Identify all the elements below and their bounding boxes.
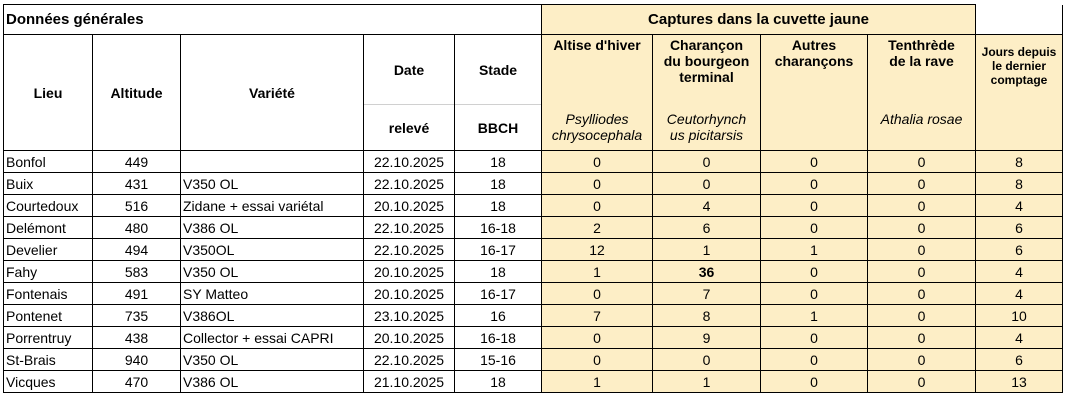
cell-stade: 16-17 bbox=[455, 283, 542, 305]
cell-date: 20.10.2025 bbox=[364, 327, 455, 349]
section-general-title: Données générales bbox=[4, 5, 542, 35]
cell-stade: 16-18 bbox=[455, 327, 542, 349]
cell-jours: 10 bbox=[976, 305, 1063, 327]
cell-altitude: 494 bbox=[93, 239, 181, 261]
cell-autres: 0 bbox=[761, 327, 868, 349]
section-captures-title: Captures dans la cuvette jaune bbox=[542, 5, 976, 35]
cell-altise: 12 bbox=[542, 239, 653, 261]
cell-variete: V386 OL bbox=[181, 217, 364, 239]
charancon-label-line1: Charançon bbox=[669, 37, 744, 53]
charancon-sci-line2: us picitarsis bbox=[669, 127, 744, 144]
cell-altitude: 431 bbox=[93, 173, 181, 195]
cell-lieu: Courtedoux bbox=[4, 195, 93, 217]
cell-altise: 2 bbox=[542, 217, 653, 239]
cell-date: 20.10.2025 bbox=[364, 195, 455, 217]
cell-altitude: 516 bbox=[93, 195, 181, 217]
jours-label-line1: Jours depuis bbox=[981, 45, 1057, 59]
cell-variete: Zidane + essai variétal bbox=[181, 195, 364, 217]
cell-stade: 15-16 bbox=[455, 349, 542, 371]
altise-sci-line2: chrysocephala bbox=[551, 127, 643, 144]
cell-autres: 0 bbox=[761, 371, 868, 393]
cell-altise: 0 bbox=[542, 283, 653, 305]
cell-date: 22.10.2025 bbox=[364, 239, 455, 261]
cell-lieu: Develier bbox=[4, 239, 93, 261]
table-row bbox=[4, 283, 1063, 305]
cell-tenthrede: 0 bbox=[868, 151, 976, 173]
cell-tenthrede: 0 bbox=[868, 371, 976, 393]
cell-altitude: 480 bbox=[93, 217, 181, 239]
cell-autres: 0 bbox=[761, 173, 868, 195]
empty-corner-cell bbox=[976, 5, 1063, 35]
data-table bbox=[3, 4, 1063, 393]
cell-date: 22.10.2025 bbox=[364, 349, 455, 371]
cell-date: 21.10.2025 bbox=[364, 371, 455, 393]
cell-charancon: 1 bbox=[653, 371, 761, 393]
col-header-lieu: Lieu bbox=[4, 35, 93, 151]
cell-date: 23.10.2025 bbox=[364, 305, 455, 327]
cell-variete: V386OL bbox=[181, 305, 364, 327]
col-header-date-sub: relevé bbox=[364, 105, 455, 151]
table-row bbox=[4, 349, 1063, 371]
cell-jours: 6 bbox=[976, 239, 1063, 261]
jours-label-line3: comptage bbox=[990, 73, 1048, 87]
cell-autres: 0 bbox=[761, 283, 868, 305]
cell-charancon: 7 bbox=[653, 283, 761, 305]
cell-tenthrede: 0 bbox=[868, 305, 976, 327]
cell-jours: 8 bbox=[976, 151, 1063, 173]
cell-altise: 0 bbox=[542, 195, 653, 217]
table-row bbox=[4, 305, 1063, 327]
cell-charancon: 9 bbox=[653, 327, 761, 349]
col-header-variete: Variété bbox=[181, 35, 364, 151]
cell-charancon: 8 bbox=[653, 305, 761, 327]
cell-jours: 4 bbox=[976, 195, 1063, 217]
cell-variete: V350OL bbox=[181, 239, 364, 261]
cell-altitude: 735 bbox=[93, 305, 181, 327]
tenthrede-label-line2: de la rave bbox=[889, 53, 954, 69]
table-row bbox=[4, 371, 1063, 393]
cell-tenthrede: 0 bbox=[868, 349, 976, 371]
cell-variete: SY Matteo bbox=[181, 283, 364, 305]
cell-jours: 4 bbox=[976, 283, 1063, 305]
tenthrede-scientific-name bbox=[868, 105, 976, 151]
cell-charancon: 0 bbox=[653, 349, 761, 371]
cell-autres: 1 bbox=[761, 239, 868, 261]
charancon-sci-line1: Ceutorhynch bbox=[666, 111, 747, 128]
cell-autres: 0 bbox=[761, 195, 868, 217]
cell-lieu: Pontenet bbox=[4, 305, 93, 327]
cell-altitude: 470 bbox=[93, 371, 181, 393]
table-row bbox=[4, 173, 1063, 195]
cell-charancon: 0 bbox=[653, 151, 761, 173]
cell-variete: Collector + essai CAPRI bbox=[181, 327, 364, 349]
charancon-scientific-name bbox=[653, 105, 761, 151]
table-row bbox=[4, 261, 1063, 283]
charancon-label-line3: terminal bbox=[679, 69, 734, 85]
cell-tenthrede: 0 bbox=[868, 173, 976, 195]
table-row bbox=[4, 195, 1063, 217]
cell-charancon: 36 bbox=[653, 261, 761, 283]
cell-lieu: Porrentruy bbox=[4, 327, 93, 349]
autres-label-line2: charançons bbox=[774, 53, 854, 69]
cell-jours: 8 bbox=[976, 173, 1063, 195]
cell-lieu: St-Brais bbox=[4, 349, 93, 371]
cell-jours: 6 bbox=[976, 349, 1063, 371]
table-row bbox=[4, 239, 1063, 261]
cell-jours: 4 bbox=[976, 261, 1063, 283]
cell-tenthrede: 0 bbox=[868, 327, 976, 349]
cell-lieu: Delémont bbox=[4, 217, 93, 239]
cell-altise: 7 bbox=[542, 305, 653, 327]
table-row bbox=[4, 151, 1063, 173]
cell-altitude: 491 bbox=[93, 283, 181, 305]
cell-stade: 16-18 bbox=[455, 217, 542, 239]
cell-autres: 0 bbox=[761, 349, 868, 371]
cell-autres: 0 bbox=[761, 261, 868, 283]
cell-variete: V350 OL bbox=[181, 173, 364, 195]
table-row bbox=[4, 327, 1063, 349]
col-header-stade-sub: BBCH bbox=[455, 105, 542, 151]
charancon-label-line2: du bourgeon bbox=[663, 53, 750, 69]
cell-lieu: Fontenais bbox=[4, 283, 93, 305]
cell-lieu: Buix bbox=[4, 173, 93, 195]
cell-tenthrede: 0 bbox=[868, 261, 976, 283]
cell-stade: 18 bbox=[455, 261, 542, 283]
autres-scientific-name-empty bbox=[761, 105, 868, 151]
col-header-jours bbox=[976, 35, 1063, 151]
col-header-stade: Stade bbox=[455, 35, 542, 105]
cell-stade: 18 bbox=[455, 151, 542, 173]
cell-stade: 16-17 bbox=[455, 239, 542, 261]
altise-label: Altise d'hiver bbox=[553, 37, 641, 53]
altise-scientific-name bbox=[542, 105, 653, 151]
col-header-tenthrede bbox=[868, 35, 976, 105]
cell-jours: 13 bbox=[976, 371, 1063, 393]
cell-date: 22.10.2025 bbox=[364, 173, 455, 195]
cell-date: 22.10.2025 bbox=[364, 217, 455, 239]
cell-altise: 0 bbox=[542, 173, 653, 195]
cell-stade: 16 bbox=[455, 305, 542, 327]
cell-altitude: 583 bbox=[93, 261, 181, 283]
tenthrede-label-line1: Tenthrède bbox=[888, 37, 955, 53]
cell-tenthrede: 0 bbox=[868, 283, 976, 305]
cell-variete bbox=[181, 151, 364, 173]
cell-variete: V350 OL bbox=[181, 261, 364, 283]
cell-lieu: Vicques bbox=[4, 371, 93, 393]
cell-date: 20.10.2025 bbox=[364, 261, 455, 283]
cell-stade: 18 bbox=[455, 195, 542, 217]
autres-label-line1: Autres bbox=[791, 37, 837, 53]
cell-stade: 18 bbox=[455, 173, 542, 195]
cell-tenthrede: 0 bbox=[868, 239, 976, 261]
cell-altise: 1 bbox=[542, 261, 653, 283]
cell-charancon: 6 bbox=[653, 217, 761, 239]
col-header-charancon bbox=[653, 35, 761, 105]
cell-autres: 0 bbox=[761, 217, 868, 239]
cell-altitude: 438 bbox=[93, 327, 181, 349]
tenthrede-sci-line1: Athalia rosae bbox=[880, 111, 963, 128]
cell-charancon: 1 bbox=[653, 239, 761, 261]
cell-altise: 0 bbox=[542, 151, 653, 173]
col-header-date: Date bbox=[364, 35, 455, 105]
jours-label-line2: le dernier bbox=[991, 59, 1047, 73]
col-header-altitude: Altitude bbox=[93, 35, 181, 151]
table-row bbox=[4, 217, 1063, 239]
cell-altitude: 940 bbox=[93, 349, 181, 371]
cell-date: 20.10.2025 bbox=[364, 283, 455, 305]
cell-tenthrede: 0 bbox=[868, 195, 976, 217]
cell-autres: 1 bbox=[761, 305, 868, 327]
cell-altise: 0 bbox=[542, 327, 653, 349]
cell-stade: 18 bbox=[455, 371, 542, 393]
cell-autres: 0 bbox=[761, 151, 868, 173]
col-header-autres bbox=[761, 35, 868, 105]
cell-tenthrede: 0 bbox=[868, 217, 976, 239]
cell-date: 22.10.2025 bbox=[364, 151, 455, 173]
cell-altitude: 449 bbox=[93, 151, 181, 173]
cell-altise: 0 bbox=[542, 349, 653, 371]
cell-charancon: 0 bbox=[653, 173, 761, 195]
cell-jours: 4 bbox=[976, 327, 1063, 349]
cell-lieu: Bonfol bbox=[4, 151, 93, 173]
cell-jours: 6 bbox=[976, 217, 1063, 239]
cell-charancon: 4 bbox=[653, 195, 761, 217]
col-header-altise bbox=[542, 35, 653, 105]
cell-lieu: Fahy bbox=[4, 261, 93, 283]
cell-variete: V350 OL bbox=[181, 349, 364, 371]
cell-altise: 1 bbox=[542, 371, 653, 393]
altise-sci-line1: Psylliodes bbox=[565, 111, 629, 128]
cell-variete: V386 OL bbox=[181, 371, 364, 393]
